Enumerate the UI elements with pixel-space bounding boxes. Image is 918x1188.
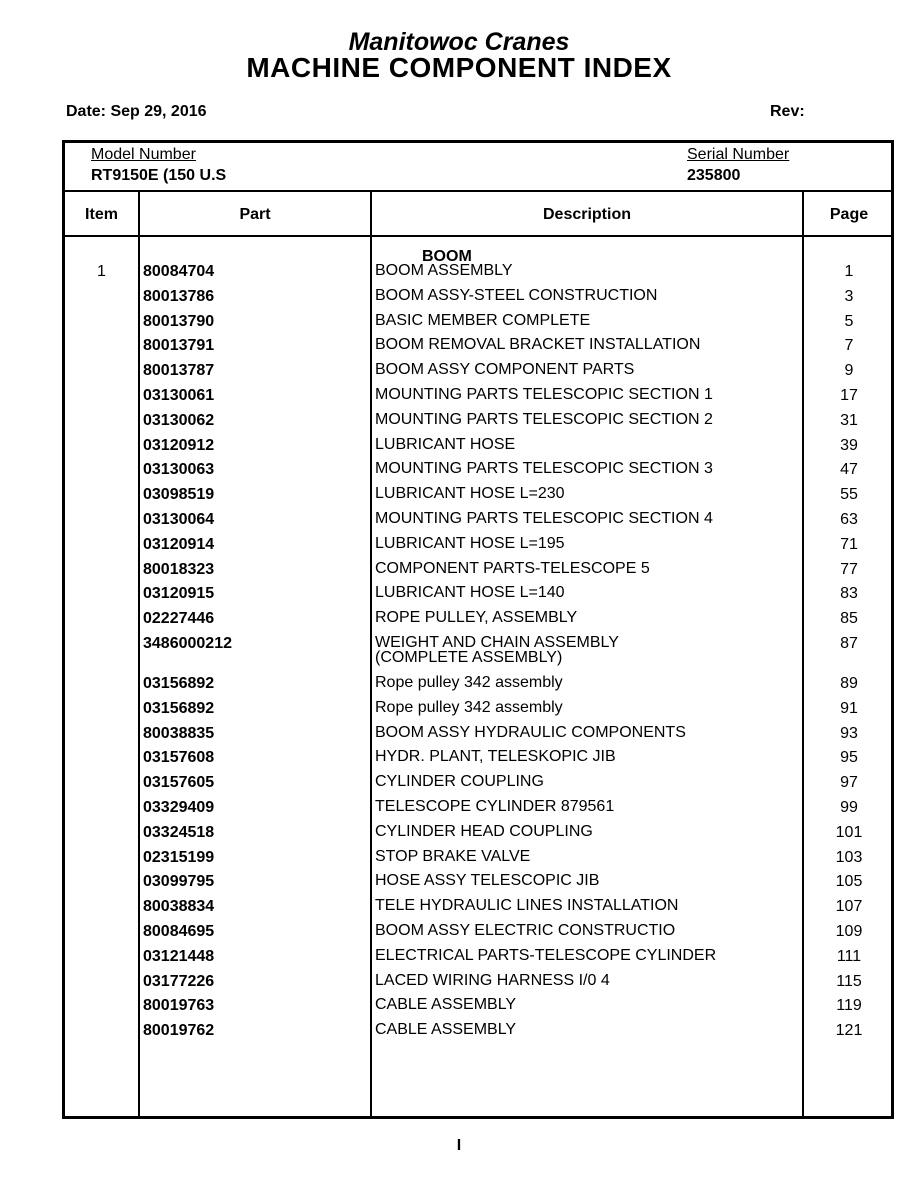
- part-number: 02227446: [143, 610, 215, 628]
- page-reference: 91: [840, 699, 858, 717]
- part-number: 80013790: [143, 312, 215, 330]
- document-date: Date: Sep 29, 2016: [66, 103, 207, 120]
- part-number: 03120915: [143, 585, 215, 603]
- part-description: BOOM ASSY ELECTRIC CONSTRUCTIO: [375, 922, 676, 939]
- page-reference: 3: [844, 287, 854, 305]
- page-reference: 93: [840, 724, 858, 742]
- part-description: ELECTRICAL PARTS-TELESCOPE CYLINDER: [375, 946, 717, 964]
- part-number: 3486000212: [143, 635, 232, 652]
- page-reference: 105: [835, 873, 863, 891]
- page-reference: 95: [840, 749, 858, 767]
- component-index-table: [62, 140, 894, 1119]
- part-description: LACED WIRING HARNESS I/0 4: [375, 971, 610, 989]
- part-description: BOOM ASSY COMPONENT PARTS: [375, 361, 635, 379]
- part-description: CYLINDER COUPLING: [375, 773, 544, 791]
- column-header-part: Part: [239, 206, 271, 223]
- part-number: 80038835: [143, 724, 215, 742]
- page-reference: 31: [840, 411, 858, 429]
- part-number: 03099795: [143, 873, 215, 891]
- model-number-value: RT9150E (150 U.S: [91, 167, 227, 184]
- part-description: STOP BRAKE VALVE: [375, 847, 531, 865]
- page-reference: 47: [840, 461, 858, 479]
- part-description: MOUNTING PARTS TELESCOPIC SECTION 1: [375, 386, 713, 403]
- part-description: COMPONENT PARTS-TELESCOPE 5: [375, 559, 650, 577]
- part-number: 03130062: [143, 411, 215, 429]
- part-number: 03329409: [143, 799, 215, 816]
- part-number: 03156892: [143, 675, 215, 692]
- part-description: TELE HYDRAULIC LINES INSTALLATION: [375, 897, 679, 915]
- page-number: I: [456, 1137, 462, 1154]
- part-description: BOOM REMOVAL BRACKET INSTALLATION: [375, 336, 701, 354]
- part-number: 03120914: [143, 535, 215, 553]
- part-number: 03130061: [143, 387, 215, 404]
- column-header-description: Description: [542, 206, 631, 223]
- part-description: Rope pulley 342 assembly: [375, 698, 563, 716]
- page-reference: 97: [840, 774, 858, 792]
- page-reference: 85: [840, 610, 858, 628]
- page-reference: 5: [844, 312, 854, 330]
- page-reference: 119: [836, 997, 862, 1015]
- part-description: LUBRICANT HOSE: [375, 435, 516, 453]
- part-number: 80018323: [143, 560, 215, 578]
- serial-number-label: Serial Number: [687, 146, 790, 163]
- page-reference: 39: [840, 436, 858, 454]
- page-reference: 89: [840, 675, 858, 692]
- revision-label: Rev:: [770, 103, 805, 120]
- part-number: 80019762: [143, 1022, 215, 1040]
- brand-name: Manitowoc Cranes: [348, 28, 570, 56]
- part-number: 80013791: [143, 337, 215, 355]
- part-number: 80084695: [143, 923, 215, 940]
- part-description: BASIC MEMBER COMPLETE: [375, 311, 591, 329]
- part-description: BOOM ASSEMBLY: [375, 262, 513, 279]
- part-description: CABLE ASSEMBLY: [375, 1021, 517, 1039]
- part-number: 03130063: [143, 461, 215, 479]
- part-description: ROPE PULLEY, ASSEMBLY: [375, 609, 578, 627]
- page-reference: 7: [844, 337, 854, 355]
- page-reference: 109: [835, 923, 863, 940]
- part-number: 03098519: [143, 486, 215, 504]
- table-body: [65, 143, 891, 1116]
- part-number: 03130064: [143, 511, 215, 528]
- section-title: BOOM: [422, 248, 472, 265]
- part-number: 03157608: [143, 749, 215, 767]
- part-number: 80013786: [143, 287, 215, 305]
- part-number: 03120912: [143, 436, 215, 454]
- page-reference: 111: [836, 947, 862, 965]
- part-description: LUBRICANT HOSE L=230: [375, 485, 565, 503]
- part-description: BOOM ASSY-STEEL CONSTRUCTION: [375, 286, 658, 304]
- page-reference: 103: [835, 848, 863, 866]
- part-description-line2: (COMPLETE ASSEMBLY): [375, 649, 563, 666]
- part-description: HOSE ASSY TELESCOPIC JIB: [375, 872, 600, 890]
- page-reference: 9: [844, 362, 854, 380]
- page-reference: 115: [836, 972, 862, 990]
- page-reference: 77: [840, 560, 858, 578]
- item-number: 1: [97, 263, 106, 280]
- part-description: CYLINDER HEAD COUPLING: [375, 822, 593, 840]
- part-description: BOOM ASSY HYDRAULIC COMPONENTS: [375, 723, 686, 741]
- part-number: 03121448: [143, 947, 215, 965]
- page-reference: 107: [835, 898, 863, 916]
- part-description: TELESCOPE CYLINDER 879561: [375, 798, 615, 815]
- page-reference: 55: [840, 486, 858, 504]
- page-reference: 63: [840, 511, 858, 528]
- part-number: 80019763: [143, 997, 215, 1015]
- part-description: LUBRICANT HOSE L=140: [375, 584, 565, 602]
- part-number: 03177226: [143, 972, 215, 990]
- part-number: 03157605: [143, 774, 215, 792]
- page-reference: 101: [835, 823, 863, 841]
- part-number: 80084704: [143, 263, 215, 280]
- page-reference: 99: [840, 799, 858, 816]
- part-description: HYDR. PLANT, TELESKOPIC JIB: [375, 748, 616, 766]
- part-number: 03156892: [143, 699, 215, 717]
- part-description: Rope pulley 342 assembly: [375, 674, 563, 691]
- model-number-label: Model Number: [91, 146, 196, 163]
- part-description: CABLE ASSEMBLY: [375, 996, 517, 1014]
- part-description: LUBRICANT HOSE L=195: [375, 534, 565, 552]
- part-number: 80038834: [143, 898, 215, 916]
- page-title: MACHINE COMPONENT INDEX: [246, 52, 672, 83]
- page-reference: 83: [840, 585, 858, 603]
- page-reference: 71: [840, 535, 858, 553]
- part-number: 02315199: [143, 848, 215, 866]
- page-reference: 17: [840, 387, 858, 404]
- part-number: 80013787: [143, 362, 215, 380]
- page-reference: 121: [835, 1022, 863, 1040]
- part-description: MOUNTING PARTS TELESCOPIC SECTION 3: [375, 460, 713, 478]
- column-header-item: Item: [85, 206, 118, 223]
- column-header-page: Page: [829, 206, 869, 223]
- part-description: MOUNTING PARTS TELESCOPIC SECTION 4: [375, 510, 713, 527]
- part-number: 03324518: [143, 823, 215, 841]
- part-description: MOUNTING PARTS TELESCOPIC SECTION 2: [375, 410, 713, 428]
- page-reference: 1: [844, 263, 854, 280]
- page-reference: 87: [840, 635, 858, 652]
- serial-number-value: 235800: [687, 167, 741, 184]
- part-description: WEIGHT AND CHAIN ASSEMBLY: [375, 634, 619, 651]
